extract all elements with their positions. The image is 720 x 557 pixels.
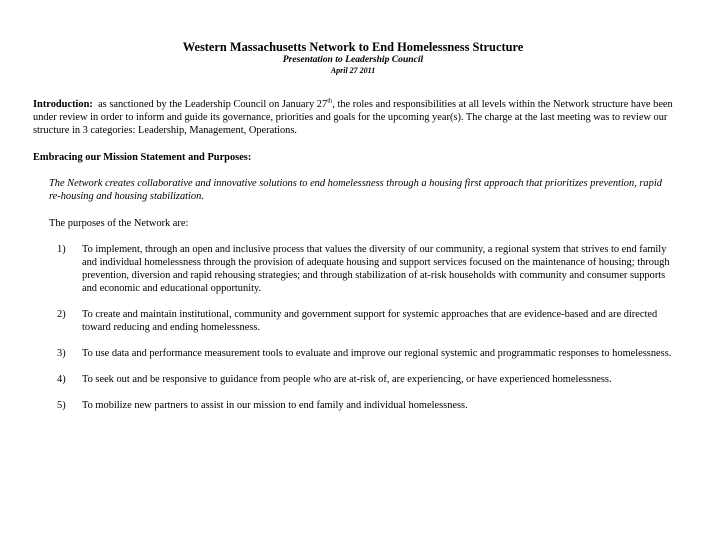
document-date: April 27 2011 <box>330 66 376 75</box>
document-title: Western Massachusetts Network to End Homelessness Structure <box>182 40 524 54</box>
list-item-text: To use data and performance measurement tools to evaluate and improve our regional systemic and programmatic responses to homelessness. <box>82 348 672 360</box>
list-item-text: To mobilize new partners to assist in our mission to end family and individual homelessness. <box>82 400 468 412</box>
list-item-number: 4) <box>57 374 66 386</box>
introduction-text-start: as sanctioned by the Leadership Council on January 27 <box>98 99 328 110</box>
mission-statement: The Network creates collaborative and innovative solutions to end homelessness through a housing first approach that prioritizes prevention, rapid re-housing and housing stabilization. <box>49 178 662 203</box>
list-item-text: To implement, through an open and inclusive process that values the diversity of our community, a regional system that strives to end family and individual homelessness through the provision of adequate housing and support services focused on the maintenance of housing; through prevention, diversion and rapid rehousing strategies; and through stabilization of at-risk households with community and consumer supports and economic and educational opportunity. <box>82 243 670 294</box>
purposes-list <box>33 243 673 413</box>
introduction-paragraph <box>33 98 673 137</box>
introduction-text-end: , the roles and responsibilities at all levels within the Network structure have been under review in order to inform and guide its governance, priorities and goals for the upcoming year(s). The charge at the last meeting was to review our structure in 3 categories: Leadership, Management, Operations. <box>33 99 673 137</box>
list-item <box>33 243 673 295</box>
document-subtitle: Presentation to Leadership Council <box>282 54 424 65</box>
purposes-lead: The purposes of the Network are: <box>49 217 189 229</box>
list-item <box>33 373 673 386</box>
list-item-number: 5) <box>57 400 66 412</box>
list-item <box>33 399 673 412</box>
list-item-number: 3) <box>57 348 66 360</box>
introduction-superscript: th <box>327 97 333 105</box>
list-item-text: To seek out and be responsive to guidance from people who are at-risk of, are experiencing, or have experienced homelessness. <box>82 374 612 386</box>
list-item-text: To create and maintain institutional, community and government support for systemic approaches that are evidence-based and are directed toward reducing and ending homelessness. <box>82 309 658 334</box>
section-heading: Embracing our Mission Statement and Purposes: <box>33 152 252 164</box>
list-item-number: 1) <box>57 243 66 255</box>
document-page <box>33 40 673 426</box>
list-item <box>33 347 673 360</box>
list-item-number: 2) <box>57 309 66 321</box>
list-item <box>33 308 673 334</box>
introduction-label: Introduction: <box>33 99 93 110</box>
